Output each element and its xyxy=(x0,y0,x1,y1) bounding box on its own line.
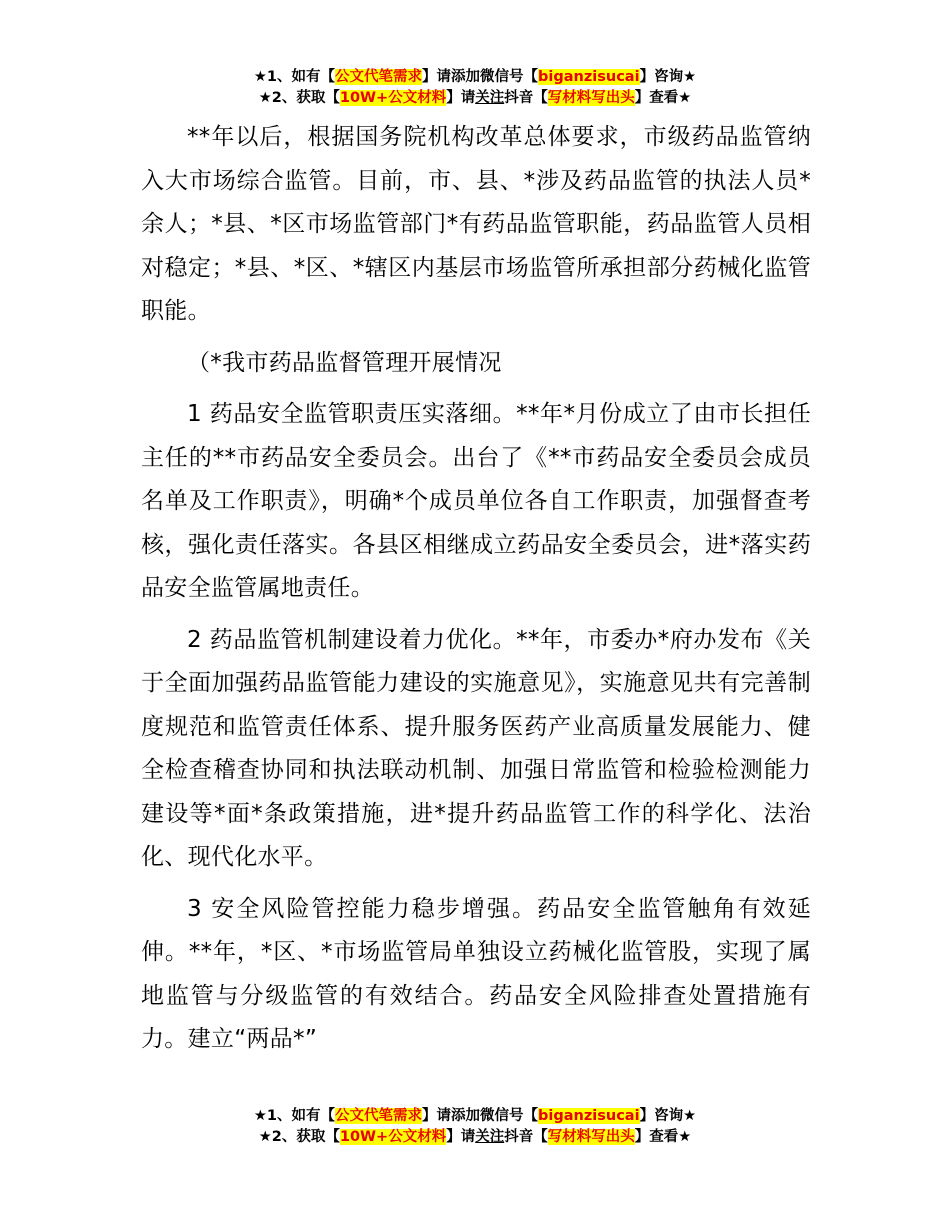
paragraph-item-1: 1 药品安全监管职责压实落细。**年*月份成立了由市长担任主任的**市药品安全委员会。出台了《**市药品安全委员会成员名单及工作职责》，明确*个成员单位各自工作职责，加强督查考核，强化责任落实。各县区相继成立药品安全委员会，进*落实药品安全监管属地责任。 xyxy=(141,401,811,601)
footer-banner xyxy=(0,1106,950,1148)
banner-wechat-id: biganzisucai xyxy=(538,69,640,85)
banner-text: ★2、获取【 xyxy=(258,1129,340,1145)
banner-wechat-id: biganzisucai xyxy=(538,1108,640,1124)
banner-douyin-id: 写材料写出头 xyxy=(547,1129,635,1145)
banner-text: 】请添加微信号【 xyxy=(422,1108,539,1124)
banner-text: 】咨询★ xyxy=(639,1108,697,1124)
banner-text: 】咨询★ xyxy=(639,69,697,85)
document-body xyxy=(141,116,811,1062)
paragraph-intro: **年以后，根据国务院机构改革总体要求，市级药品监管纳入大市场综合监管。目前，市、县、*涉及药品监管的执法人员*余人；*县、*区市场监管部门*有药品监管职能，药品监管人员相对稳定；*县、*区、*辖区内基层市场监管所承担部分药械化监管职能。 xyxy=(141,124,811,324)
banner-highlight: 10W+公文材料 xyxy=(339,90,447,106)
banner-underlined: 关注 xyxy=(475,90,505,106)
banner-text: 】请添加微信号【 xyxy=(422,69,539,85)
banner-text: 】查看★ xyxy=(634,90,692,106)
banner-line-1 xyxy=(0,67,950,88)
banner-text: 】请 xyxy=(446,90,476,106)
section-heading: （*我市药品监督管理开展情况 xyxy=(187,349,502,376)
banner-text: ★1、如有【 xyxy=(253,1108,336,1124)
banner-line-2 xyxy=(0,88,950,109)
banner-douyin-id: 写材料写出头 xyxy=(547,90,635,106)
banner-highlight: 10W+公文材料 xyxy=(339,1129,447,1145)
paragraph-item-3: 3 安全风险管控能力稳步增强。药品安全监管触角有效延伸。**年，*区、*市场监管局单独设立药械化监管股，实现了属地监管与分级监管的有效结合。药品安全风险排查处置措施有力。建立“两品*” xyxy=(141,895,811,1052)
banner-highlight: 公文代笔需求 xyxy=(335,1108,423,1124)
banner-text: 】请 xyxy=(446,1129,476,1145)
paragraph-item-2: 2 药品监管机制建设着力优化。**年，市委办*府办发布《关于全面加强药品监管能力建设的实施意见》，实施意见共有完善制度规范和监管责任体系、提升服务医药产业高质量发展能力、健全检查稽查协同和执法联动机制、加强日常监管和检验检测能力建设等*面*条政策措施，进*提升药品监管工作的科学化、法治化、现代化水平。 xyxy=(141,626,811,870)
banner-text: 】查看★ xyxy=(634,1129,692,1145)
banner-highlight: 公文代笔需求 xyxy=(335,69,423,85)
banner-text: 抖音【 xyxy=(504,90,548,106)
banner-line-1 xyxy=(0,1106,950,1127)
banner-text: 抖音【 xyxy=(504,1129,548,1145)
banner-underlined: 关注 xyxy=(475,1129,505,1145)
banner-text: ★1、如有【 xyxy=(253,69,336,85)
banner-line-2 xyxy=(0,1127,950,1148)
banner-text: ★2、获取【 xyxy=(258,90,340,106)
header-banner xyxy=(0,67,950,109)
